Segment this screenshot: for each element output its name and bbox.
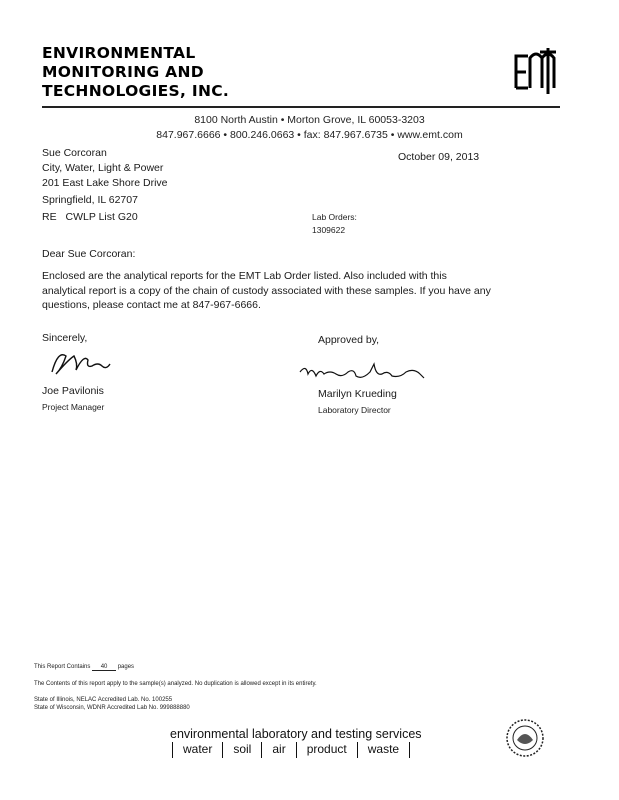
letter-date: October 09, 2013 (398, 151, 480, 163)
services-divider (357, 742, 358, 758)
page-count-value: 40 (92, 664, 116, 671)
footer-tagline: environmental laboratory and testing services (170, 727, 422, 741)
re-label: RE (42, 211, 57, 223)
services-divider (409, 742, 410, 758)
signature-pavilonis (48, 346, 114, 378)
accreditation-seal (505, 718, 545, 758)
services-divider (222, 742, 223, 758)
company-name-line-2: MONITORING AND (42, 63, 204, 81)
company-name-line-3: TECHNOLOGIES, INC. (42, 82, 230, 100)
service-soil: soil (233, 742, 252, 756)
report-page-count (34, 664, 134, 671)
lab-order-number: 1309622 (312, 225, 346, 235)
letterhead-divider (42, 106, 560, 108)
services-bar (170, 742, 412, 758)
services-divider (172, 742, 173, 758)
lab-orders-label: Lab Orders: (312, 212, 357, 222)
service-water: water (183, 742, 213, 756)
company-address: 8100 North Austin • Morton Grove, IL 60053-3203 (194, 114, 425, 126)
service-waste: waste (367, 742, 400, 756)
services-divider (296, 742, 297, 758)
company-name-line-1: ENVIRONMENTAL (42, 44, 196, 62)
re-subject: CWLP List G20 (65, 211, 138, 223)
services-divider (261, 742, 262, 758)
service-product: product (306, 742, 347, 756)
report-contains-suffix: pages (117, 664, 135, 670)
recipient-org: City, Water, Light & Power (42, 162, 164, 174)
company-contact: 847.967.6666 • 800.246.0663 • fax: 847.967.6735 • www.emt.com (156, 129, 463, 141)
signature-krueding (296, 360, 428, 386)
approved-by-label: Approved by, (318, 334, 380, 346)
recipient-city: Springfield, IL 62707 (42, 194, 138, 206)
report-disclaimer: The Contents of this report apply to the sample(s) analyzed. No duplication is allowed except in its entirety. (34, 681, 317, 687)
signer2-title: Laboratory Director (318, 405, 391, 415)
service-air: air (272, 742, 286, 756)
signer1-name: Joe Pavilonis (42, 385, 104, 397)
recipient-block (42, 146, 168, 208)
accreditation-wisconsin: State of Wisconsin, WDNR Accredited Lab No. 999888880 (34, 705, 190, 711)
accreditation-illinois: State of Illinois, NELAC Accredited Lab. No. 100255 (34, 697, 173, 703)
emt-logo (508, 44, 560, 96)
re-line (42, 210, 138, 225)
report-contains-prefix: This Report Contains (34, 664, 91, 670)
recipient-street: 201 East Lake Shore Drive (42, 177, 168, 189)
company-name (42, 44, 229, 101)
recipient-name: Sue Corcoran (42, 147, 107, 159)
signer2-name: Marilyn Krueding (318, 388, 397, 400)
sincerely-label: Sincerely, (42, 332, 88, 344)
salutation: Dear Sue Corcoran: (42, 248, 136, 260)
letter-body: Enclosed are the analytical reports for the EMT Lab Order listed. Also included with this analytical report is a copy of the chain of custody associated with these samples. If you have any questions, please contact me at 847-967-6666. (42, 270, 491, 311)
signer1-title: Project Manager (42, 402, 105, 412)
